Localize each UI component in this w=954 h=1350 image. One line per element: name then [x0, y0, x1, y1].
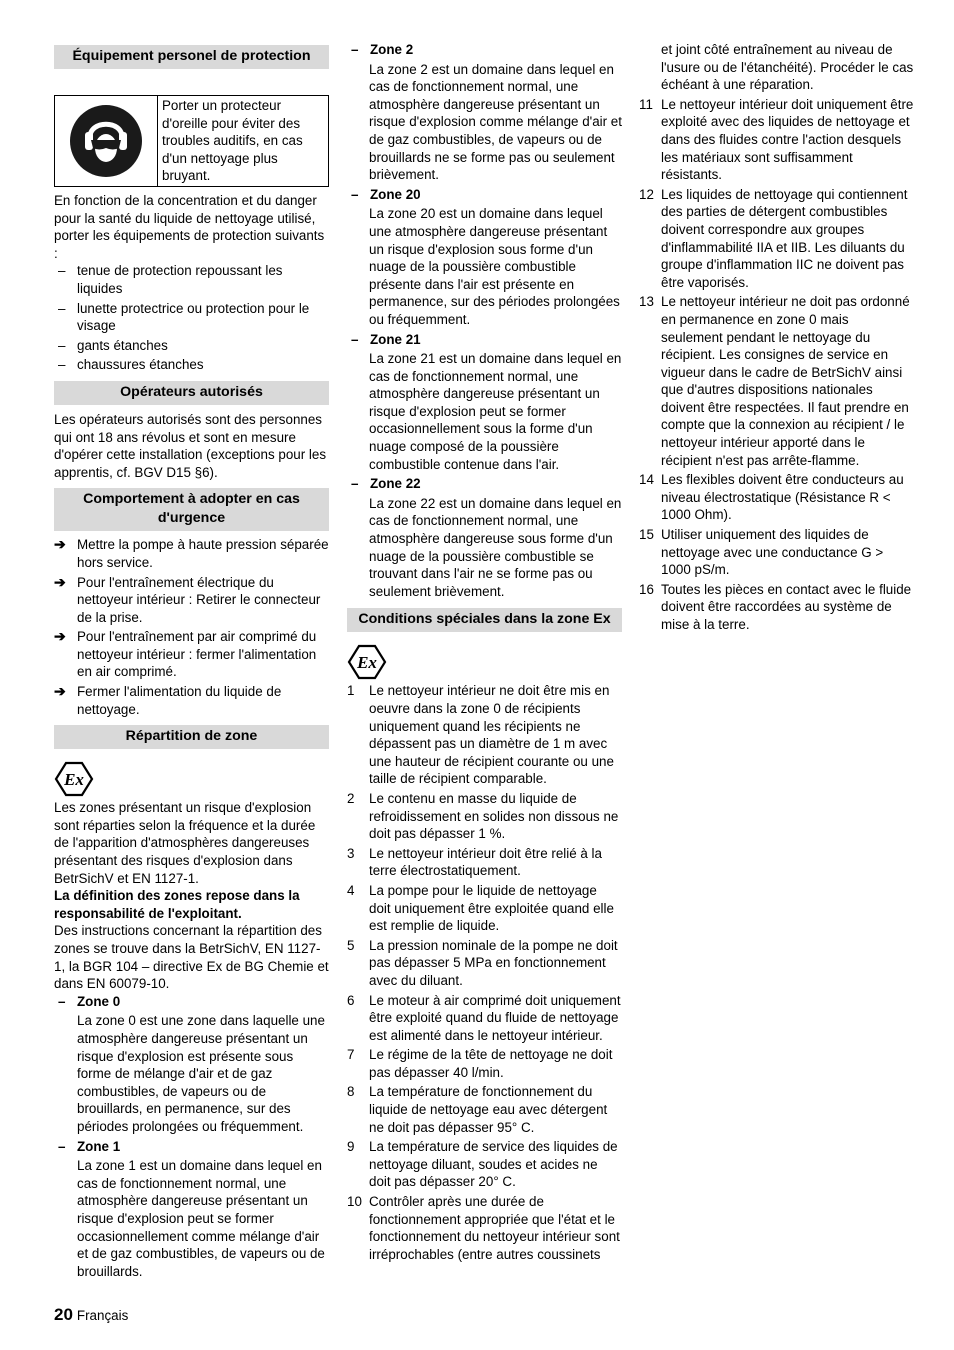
page-number: 20 [54, 1305, 73, 1324]
zone-heading: Répartition de zone [54, 725, 329, 749]
ppe-table [54, 95, 329, 187]
operators-text: Les opérateurs autorisés sont des personnes qui ont 18 ans révolus et sont en mesure d'opérer cette installation (exceptions pour les apprentis, cf. BGV D15 §6). [54, 411, 327, 480]
arrow-icon: ➔ [54, 683, 66, 700]
zone-description: La zone 1 est un domaine dans lequel en cas de fonctionnement normal, une atmosphère dangereuse présentant un risque d'explosion peut se former occasionnellement comme mélange d'air et de gaz combustibles, de vapeurs ou de brouillards. [77, 1158, 325, 1279]
list-item: 15 Utiliser uniquement des liquides de nettoyage avec une conductance G > 1000 pS/m. [639, 527, 884, 578]
ear-protection-icon [55, 96, 158, 186]
ppe-heading: Équipement personel de protection [54, 45, 329, 69]
zone-title: – Zone 0 [54, 993, 329, 1011]
list-item: – lunette protectrice ou protection pour le visage [54, 300, 329, 335]
zone-title: – Zone 2 [347, 41, 622, 59]
list-item: 11 Le nettoyeur intérieur doit uniquement être exploité avec des liquides de nettoyage et dans des fluides contre l'action desquels les matériaux sont suffisamment résistants. [639, 96, 914, 183]
operators-heading: Opérateurs autorisés [54, 381, 329, 405]
list-item: 9 La température de service des liquides de nettoyage diluant, soudes et acides ne doit pas dépasser 20° C. [347, 1139, 618, 1190]
zone-title: – Zone 22 [347, 475, 622, 493]
list-item: – tenue de protection repoussant les liquides [54, 262, 329, 297]
list-item: 13 Le nettoyeur intérieur ne doit pas ordonné en permanence en zone 0 mais seulement pendant le nettoyage du récipient. Les consignes de service en vigueur dans le cadre de BetrSichV ainsi que d'autres dispositions nationales doivent être respectées. Il faut prendre en compte que la connexion au récipient / le nettoyeur intérieur apporté dans le récipient n'est pas arrête-flamme. [639, 294, 910, 468]
zone-description: La zone 20 est un domaine dans lequel une atmosphère dangereuse présentant un risque d'explosion sous forme d'un nuage de la poussière combustible présente dans l'air est présente en permanence, sur des périodes prolongées ou fréquemment. [369, 206, 620, 327]
ex-symbol-icon [347, 644, 387, 680]
list-item: 3 Le nettoyeur intérieur doit être relié à la terre électrostatiquement. [347, 845, 602, 879]
arrow-icon: ➔ [54, 536, 66, 553]
list-item: 12 Les liquides de nettoyage qui contiennent des parties de détergent combustibles doivent correspondre aux groupes d'inflammabilité IIA et IIB. Les diluants du groupe d'inflammation IIC ne doivent pas être vaporisés. [639, 186, 908, 290]
list-item: 2 Le contenu en masse du liquide de refroidissement en solides non dissous ne doit pas dépasser 1 %. [347, 790, 619, 842]
special-conditions-heading: Conditions spéciales dans la zone Ex [347, 608, 622, 632]
column-3 [639, 40, 914, 634]
conditions-list [347, 682, 622, 1263]
list-item: – chaussures étanches [54, 356, 329, 374]
list-item: 16 Toutes les pièces en contact avec le fluide doivent être raccordées au système de mise à la terre. [639, 581, 912, 632]
list-item: 6 Le moteur à air comprimé doit uniquement être exploité quand du fluide de nettoyage est alimenté dans le nettoyeur intérieur. [347, 992, 621, 1043]
arrow-icon: ➔ [54, 628, 66, 645]
arrow-icon: ➔ [54, 573, 66, 590]
list-item: 1 Le nettoyeur intérieur ne doit être mis en oeuvre dans la zone 0 de récipients uniquement quand les récipients ne dépassent pas un diamètre de 1 m avec une hauteur de récipient courante ou une taille de récipient comparable. [347, 683, 614, 787]
zone-description: La zone 21 est un domaine dans lequel en cas de fonctionnement normal, une atmosphère dangereuse présentant un risque d'explosion peut se former occasionnellement sous la forme d'un nuage composé de la poussière combustible contenue dans l'air. [369, 351, 622, 472]
list-item: 4 La pompe pour le liquide de nettoyage doit uniquement être exploitée quand elle est remplie de liquide. [347, 882, 614, 934]
zone-title: – Zone 21 [347, 331, 622, 349]
zone-text-2: Des instructions concernant la répartition des zones se trouve dans la BetrSichV, EN 1127-1, la BGR 104 – directive Ex de BG Chemie et dans EN 60079-10. [54, 923, 329, 992]
list-item: – gants étanches [54, 337, 329, 355]
zone-description: La zone 0 est une zone dans laquelle une atmosphère dangereuse présentant un risque d'explosion est présente sous forme de mélange d'air et de gaz combustibles, de vapeurs ou de brouillards, en permanence, sur des périodes prolongées ou fréquemment. [77, 1013, 325, 1134]
list-item: ➔ Mettre la pompe à haute pression séparée hors service. [54, 536, 329, 570]
zone-title: – Zone 20 [347, 186, 622, 204]
continued-text: et joint côté entraînement au niveau de l'usure ou de l'étanchéité). Procéder le cas échéant à une réparation. [661, 42, 914, 93]
list-item: 14 Les flexibles doivent être conducteurs au niveau électrostatique (Résistance R < 1000 Ohm). [639, 472, 904, 523]
zone-description: La zone 2 est un domaine dans lequel en cas de fonctionnement normal, une atmosphère dangereuse présentant un risque d'explosion comme mélange d'air et de gaz combustibles, de vapeurs ou de brouillards ne se forme pas ou seulement brièvement. [369, 61, 622, 183]
list-item: 5 La pression nominale de la pompe ne doit pas dépasser 5 MPa en fonctionnement avec du diluant. [347, 937, 618, 988]
list-item: ➔ Pour l'entraînement électrique du nettoyeur intérieur : Retirer le connecteur de la prise. [54, 573, 321, 625]
list-item: 10 Contrôler après une durée de fonctionnement appropriée que l'état et le fonctionnement du nettoyeur intérieur sont irréprochables (entre autres coussinets [347, 1194, 620, 1262]
emergency-heading: Comportement à adopter en cas d'urgence [54, 488, 329, 531]
column-1 [54, 40, 329, 1280]
list-item: ➔ Pour l'entraînement par air comprimé du nettoyeur intérieur : fermer l'alimentation en air comprimé. [54, 628, 317, 680]
language-label: Français [76, 1308, 129, 1323]
zone-description: La zone 22 est un domaine dans lequel en cas de fonctionnement normal, une atmosphère dangereuse sous forme d'un nuage de la poussière combustible se trouvant dans l'air ne se forme pas ou seulement brièvement. [369, 495, 622, 599]
svg-text:Ex: Ex [64, 770, 84, 790]
list-item: 7 Le régime de la tête de nettoyage ne doit pas dépasser 40 l/min. [347, 1047, 613, 1080]
list-item: ➔ Fermer l'alimentation du liquide de nettoyage. [54, 683, 282, 717]
page-footer [54, 1306, 128, 1325]
ex-symbol-icon [54, 761, 94, 797]
zone-text: Les zones présentant un risque d'explosion sont réparties selon la fréquence et la durée de l'apparition d'atmosphères dangereuses présentant des risques d'explosion dans BetrSichV et EN 1127-1. [54, 800, 316, 886]
column-2 [347, 40, 622, 1263]
ppe-table-text: Porter un protecteur d'oreille pour éviter des troubles auditifs, en cas d'un nettoyage plus bruyant. [162, 98, 303, 184]
zone-title: – Zone 1 [54, 1138, 329, 1156]
zone-responsibility: La définition des zones repose dans la responsabilité de l'exploitant. [54, 888, 300, 921]
svg-text:Ex: Ex [357, 653, 377, 673]
list-item: 8 La température de fonctionnement du liquide de nettoyage eau avec détergent ne doit pas dépasser 95° C. [347, 1084, 608, 1135]
ppe-intro: En fonction de la concentration et du danger pour la santé du liquide de nettoyage utilisé, porter les équipements de protection suivants : [54, 193, 325, 261]
